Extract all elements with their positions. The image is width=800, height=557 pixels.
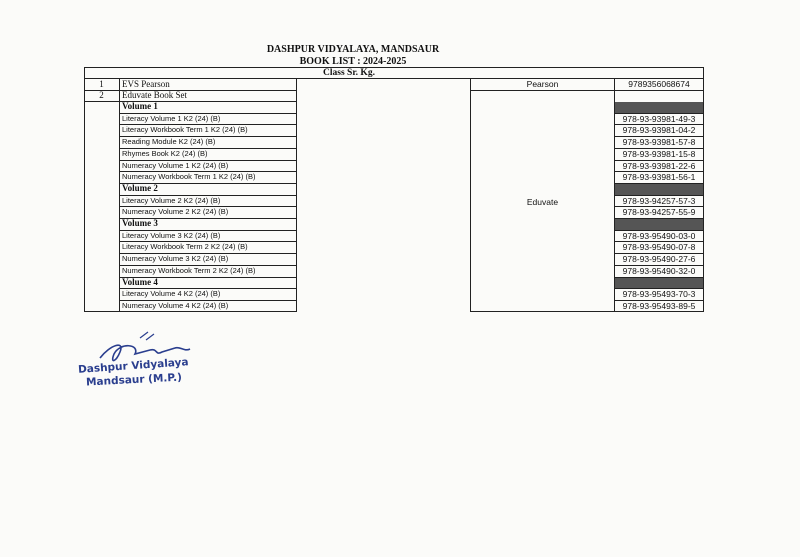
book-title: Literacy Workbook Term 2 K2 (24) (B) [122,242,248,252]
volume-heading: Volume 3 [122,218,158,228]
isbn-value: 978-93-93981-04-2 [622,125,696,136]
book-title: Literacy Volume 2 K2 (24) (B) [122,195,221,205]
class-label: Class Sr. Kg. [323,68,375,78]
book-title: Rhymes Book K2 (24) (B) [122,148,208,158]
isbn-value: 978-93-93981-22-6 [622,160,696,171]
book-title: Literacy Workbook Term 1 K2 (24) (B) [122,125,248,135]
volume-heading: Volume 2 [122,182,158,193]
isbn-value: 978-93-93981-49-3 [622,113,696,124]
publisher-divider [470,90,615,91]
book-title: Numeracy Volume 1 K2 (24) (B) [122,160,229,170]
isbn-divider [614,90,704,91]
isbn-shaded-cell [615,219,703,230]
isbn-shaded-cell [615,278,703,289]
isbn-shaded-cell [615,184,703,195]
book-title: Numeracy Workbook Term 2 K2 (24) (B) [122,265,256,275]
isbn-value: 978-93-94257-55-9 [622,207,696,218]
publisher-pearson: Pearson [526,79,559,89]
book-title: Numeracy Volume 2 K2 (24) (B) [122,207,229,217]
isbn-shaded-cell [615,102,703,113]
isbn-value: 978-93-95493-70-3 [622,289,696,300]
book-title: Numeracy Workbook Term 1 K2 (24) (B) [122,172,256,182]
row1-number: 1 [99,79,104,89]
book-title: Numeracy Volume 3 K2 (24) (B) [122,254,229,264]
stamp-line2: Mandsaur (M.P.) [85,371,183,389]
isbn-value: 978-93-95490-03-0 [622,230,696,241]
isbn-value: 978-93-94257-57-3 [622,195,696,206]
volume-heading: Volume 4 [122,276,158,287]
school-title: DASHPUR VIDYALAYA, MANDSAUR [266,44,440,55]
book-title: Reading Module K2 (24) (B) [122,137,216,147]
isbn-value: 978-93-93981-57-8 [622,137,696,148]
book-title: Literacy Volume 4 K2 (24) (B) [122,289,221,299]
isbn-value: 978-93-95490-32-0 [622,265,696,276]
isbn-value: 978-93-95493-89-5 [622,300,696,311]
isbn-value: 978-93-95490-07-8 [622,242,696,253]
stamp-line1: Dashpur Vidyalaya [77,356,189,376]
volume-heading: Volume 1 [122,101,158,111]
row2-number: 2 [99,90,104,100]
isbn-value: 978-93-93981-56-1 [622,172,696,183]
isbn-value: 978-93-95490-27-6 [622,254,696,265]
isbn-pearson: 9789356068674 [628,79,690,89]
book-title: Numeracy Volume 4 K2 (24) (B) [122,300,229,310]
row2-title: Eduvate Book Set [122,90,187,100]
book-title: Literacy Volume 3 K2 (24) (B) [122,230,221,240]
publisher-eduvate: Eduvate [526,197,559,207]
publisher-column [470,78,615,312]
book-title: Literacy Volume 1 K2 (24) (B) [122,113,221,123]
booklist-title: BOOK LIST : 2024-2025 [299,56,407,67]
isbn-value: 978-93-93981-15-8 [622,148,696,159]
row1-title: EVS Pearson [122,79,170,89]
